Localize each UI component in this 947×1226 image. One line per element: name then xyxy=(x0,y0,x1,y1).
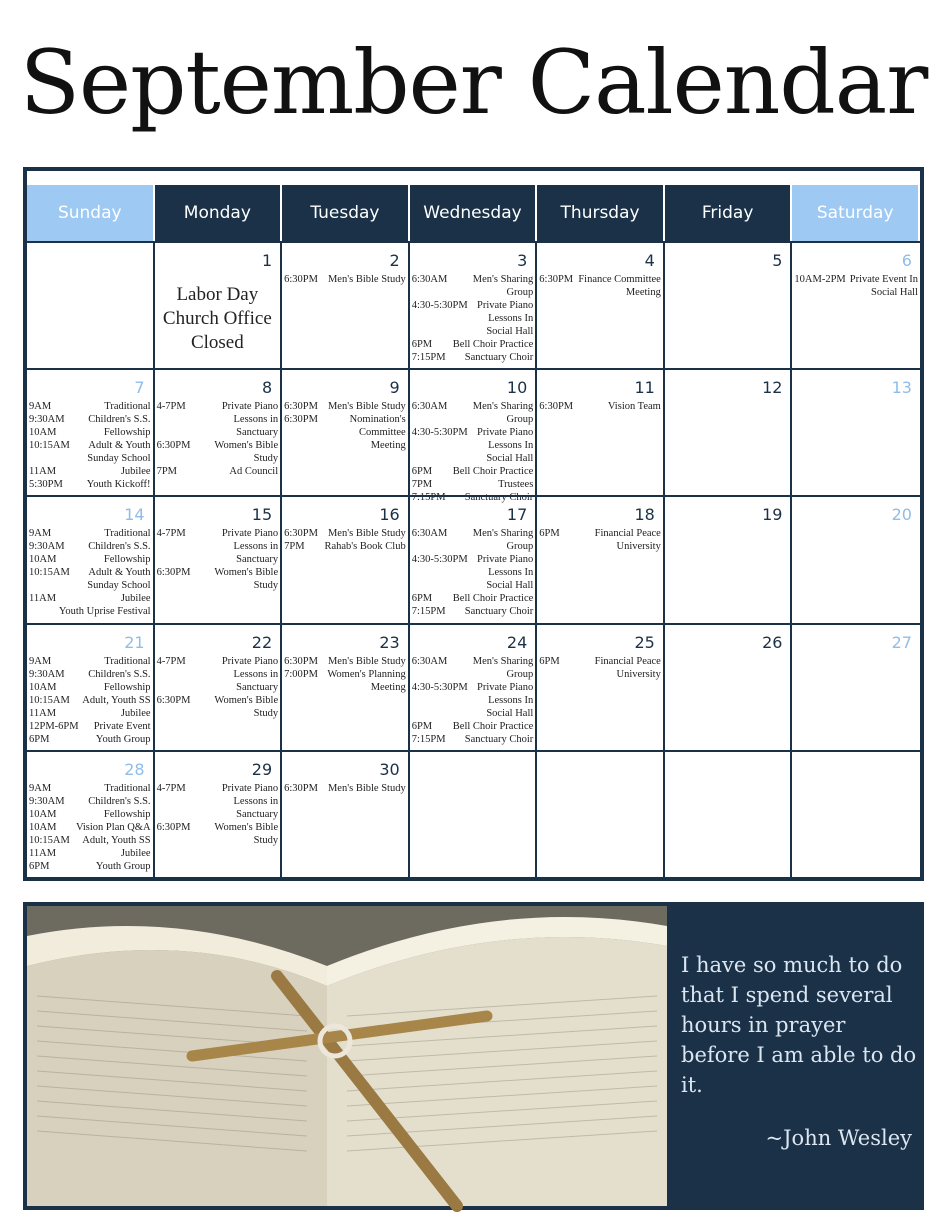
event-item xyxy=(29,668,151,681)
event-time: 6:30PM xyxy=(156,567,191,579)
day-number: 16 xyxy=(379,505,400,525)
event-time: 7:15PM xyxy=(411,606,446,618)
event-time: 6:30PM xyxy=(284,655,318,667)
event-time: 6:30AM xyxy=(411,274,448,285)
event-item xyxy=(29,681,151,694)
event-list xyxy=(29,527,151,618)
event-time: 6:30PM xyxy=(156,440,191,452)
event-description: Jubilee xyxy=(120,847,151,859)
event-description: Youth Kickoff! xyxy=(86,479,151,491)
event-description: Vision Team xyxy=(607,401,661,413)
event-item xyxy=(29,795,151,808)
event-item xyxy=(284,527,406,540)
event-time: 9:30AM xyxy=(29,795,65,807)
event-item xyxy=(157,527,279,566)
event-time: 4-7PM xyxy=(156,655,186,667)
event-item xyxy=(412,273,534,299)
empty-day-cell xyxy=(537,750,665,877)
event-item xyxy=(412,733,534,746)
event-time: 6PM xyxy=(539,655,560,667)
event-item xyxy=(29,782,151,795)
event-item xyxy=(412,465,534,478)
event-time: 6:30AM xyxy=(411,655,448,667)
event-item xyxy=(412,592,534,605)
day-note: Labor Day Church Office Closed xyxy=(162,284,272,353)
event-time: 6PM xyxy=(29,860,50,872)
event-time: 10AM xyxy=(29,554,57,566)
day-number: 22 xyxy=(251,632,273,652)
calendar xyxy=(23,167,924,881)
day-cell-9 xyxy=(282,368,410,495)
event-item xyxy=(412,605,534,618)
event-description: Private Piano Lessons In Social Hall xyxy=(476,681,534,719)
event-item xyxy=(29,592,151,605)
day-number: 19 xyxy=(762,505,783,525)
event-time: 6:30PM xyxy=(284,401,318,413)
event-item xyxy=(29,566,151,592)
event-item xyxy=(157,566,279,592)
event-item xyxy=(29,465,151,478)
event-item xyxy=(29,478,151,491)
event-description: Women's Bible Study xyxy=(214,567,279,592)
event-list xyxy=(157,655,279,720)
event-description: Traditional xyxy=(104,401,151,413)
event-item xyxy=(284,668,406,694)
event-description: Fellowship xyxy=(103,681,151,693)
event-time: 10:15AM xyxy=(29,567,70,579)
event-time: 6PM xyxy=(411,720,433,732)
event-description: Financial Peace University xyxy=(594,528,661,553)
event-description: Men's Sharing Group xyxy=(472,528,534,553)
event-item xyxy=(29,540,151,553)
event-description: Men's Sharing Group xyxy=(472,401,534,426)
event-list xyxy=(284,527,406,553)
event-description: Men's Bible Study xyxy=(327,782,406,794)
event-item xyxy=(29,605,151,618)
event-time: 4:30-5:30PM xyxy=(411,300,468,311)
event-description: Jubilee xyxy=(120,593,151,605)
event-description: Children's S.S. xyxy=(88,668,151,680)
quote-text: I have so much to do that I spend several hours in prayer before I am able to do it. xyxy=(681,953,917,1097)
event-description: Private Piano Lessons In Social Hall xyxy=(476,554,534,592)
weekday-header-monday: Monday xyxy=(155,185,283,241)
day-number: 14 xyxy=(124,505,145,525)
event-item xyxy=(157,400,279,439)
event-description: Traditional xyxy=(104,782,151,794)
day-number: 24 xyxy=(506,632,528,652)
day-cell-10 xyxy=(410,368,538,504)
event-item xyxy=(284,782,406,795)
event-item xyxy=(157,782,279,821)
event-item xyxy=(29,413,151,426)
event-description: Traditional xyxy=(104,528,151,540)
day-cell-23 xyxy=(282,623,410,750)
event-list xyxy=(157,782,279,847)
weekday-header-thursday: Thursday xyxy=(537,185,665,241)
day-number: 18 xyxy=(634,505,655,525)
weekday-header-wednesday: Wednesday xyxy=(410,185,538,241)
event-time: 4-7PM xyxy=(156,528,186,540)
event-item xyxy=(284,400,406,413)
day-number: 6 xyxy=(901,251,912,270)
event-time: 6:30AM xyxy=(411,528,448,540)
event-item xyxy=(539,655,661,681)
page-title: September Calendar xyxy=(19,31,928,134)
day-cell-7 xyxy=(27,368,155,495)
event-list xyxy=(284,400,406,452)
event-description: Adult, Youth SS xyxy=(82,834,151,846)
event-time: 6PM xyxy=(411,466,433,478)
event-description: Sanctuary Choir xyxy=(464,606,534,618)
event-item xyxy=(29,847,151,860)
event-time: 6:30PM xyxy=(284,274,318,285)
event-item xyxy=(157,821,279,847)
event-time: 11AM xyxy=(29,593,57,605)
event-item xyxy=(412,351,534,364)
day-cell-19 xyxy=(665,495,793,622)
event-description: Ad Council xyxy=(229,466,279,478)
event-description: Men's Sharing Group xyxy=(472,655,534,680)
day-number: 30 xyxy=(379,759,400,779)
event-item xyxy=(29,834,151,847)
event-list xyxy=(29,655,151,746)
day-cell-16 xyxy=(282,495,410,622)
event-item xyxy=(29,439,151,465)
event-item xyxy=(157,439,279,465)
event-time: 9AM xyxy=(29,401,52,413)
day-number: 8 xyxy=(261,378,273,398)
weekday-header-friday: Friday xyxy=(665,185,793,241)
event-time: 7:00PM xyxy=(284,668,318,680)
event-time: 7:15PM xyxy=(411,733,446,745)
day-number: 23 xyxy=(379,632,400,652)
quote-author: ~John Wesley xyxy=(765,1126,912,1150)
quote-panel xyxy=(23,902,924,1210)
event-time: 6PM xyxy=(411,593,433,605)
event-description: Finance Committee Meeting xyxy=(578,274,661,298)
event-item xyxy=(29,655,151,668)
event-description: Women's Bible Study xyxy=(214,440,279,465)
event-time: 6:30PM xyxy=(156,694,191,706)
event-time: 7:15PM xyxy=(411,352,446,363)
event-description: Private Piano Lessons in Sanctuary xyxy=(221,401,279,439)
event-description: Adult, Youth SS xyxy=(82,694,151,706)
event-description: Trustees xyxy=(498,479,534,491)
event-description: Financial Peace University xyxy=(594,655,661,680)
event-time: 11AM xyxy=(29,707,57,719)
day-cell-2 xyxy=(282,241,410,368)
event-description: Private Piano Lessons in Sanctuary xyxy=(221,782,279,820)
event-list xyxy=(284,782,406,795)
event-item xyxy=(29,720,151,733)
event-time: 6:30PM xyxy=(156,821,191,833)
event-time: 6:30PM xyxy=(284,414,318,426)
day-cell-25 xyxy=(537,623,665,750)
event-description: Men's Bible Study xyxy=(327,274,406,285)
day-cell-6 xyxy=(792,241,920,368)
day-number: 21 xyxy=(124,632,145,652)
event-time: 10:15AM xyxy=(29,440,70,452)
day-cell-29 xyxy=(155,750,283,877)
event-item xyxy=(539,527,661,553)
day-number: 4 xyxy=(644,251,655,270)
event-description: Men's Bible Study xyxy=(327,401,406,413)
event-description: Jubilee xyxy=(120,466,151,478)
event-time: 9AM xyxy=(29,782,52,794)
day-cell-14 xyxy=(27,495,155,622)
event-time: 6:30PM xyxy=(539,274,574,285)
day-cell-24 xyxy=(410,623,538,750)
event-time: 6PM xyxy=(29,733,50,745)
day-cell-28 xyxy=(27,750,155,877)
day-number: 15 xyxy=(251,505,273,525)
day-cell-12 xyxy=(665,368,793,495)
event-description: Children's S.S. xyxy=(88,414,151,426)
event-time: 9AM xyxy=(29,655,52,667)
event-time: 7PM xyxy=(284,541,305,553)
weekday-header-sunday: Sunday xyxy=(27,185,155,241)
event-list xyxy=(284,273,406,286)
event-time: 5:30PM xyxy=(29,479,63,491)
event-item xyxy=(29,426,151,439)
event-item xyxy=(29,733,151,746)
day-cell-5 xyxy=(665,241,793,368)
event-time: 6PM xyxy=(411,339,433,350)
event-list xyxy=(29,400,151,491)
event-time: 10:15AM xyxy=(29,834,70,846)
empty-day-cell xyxy=(792,750,920,877)
event-time: 6:30PM xyxy=(284,782,318,794)
event-list xyxy=(794,273,918,299)
event-time: 7PM xyxy=(156,466,177,478)
day-number: 17 xyxy=(506,505,528,525)
event-item xyxy=(29,553,151,566)
event-item xyxy=(539,400,661,413)
event-list xyxy=(412,527,534,618)
event-description: Fellowship xyxy=(103,427,151,439)
day-cell-15 xyxy=(155,495,283,622)
day-cell-4 xyxy=(537,241,665,368)
event-list xyxy=(157,527,279,592)
event-item xyxy=(29,707,151,720)
event-time: 7PM xyxy=(411,479,433,491)
empty-day-cell xyxy=(665,750,793,877)
event-time: 10AM xyxy=(29,427,57,439)
event-time: 4:30-5:30PM xyxy=(411,681,468,693)
event-item xyxy=(412,527,534,553)
day-number: 3 xyxy=(517,251,528,270)
event-description: Bell Choir Practice xyxy=(452,339,534,350)
day-number: 7 xyxy=(134,378,145,398)
event-description: Women's Bible Study xyxy=(214,694,279,719)
event-description: Private Piano Lessons In Social Hall xyxy=(476,300,534,337)
event-description: Children's S.S. xyxy=(88,795,151,807)
event-time: 6:30PM xyxy=(284,528,318,540)
event-time: 4-7PM xyxy=(156,401,186,413)
event-time: 11AM xyxy=(29,847,57,859)
event-item xyxy=(29,860,151,873)
event-list xyxy=(412,655,534,746)
event-description: Bell Choir Practice xyxy=(452,593,534,605)
event-item xyxy=(284,273,406,286)
event-description: Nomination's Committee Meeting xyxy=(349,414,406,452)
event-description: Traditional xyxy=(104,655,151,667)
event-description: Women's Bible Study xyxy=(214,821,279,846)
empty-day-cell xyxy=(410,750,538,877)
event-list xyxy=(412,400,534,504)
day-number: 12 xyxy=(762,378,783,398)
event-item xyxy=(412,681,534,720)
event-description: Women's Planning Meeting xyxy=(327,668,406,693)
event-time: 10AM xyxy=(29,821,57,833)
day-number: 27 xyxy=(891,632,912,652)
day-number: 13 xyxy=(891,378,912,398)
event-description: Private Piano Lessons In Social Hall xyxy=(476,427,534,465)
event-description: Private Event xyxy=(93,720,151,732)
event-description: Children's S.S. xyxy=(88,541,151,553)
event-item xyxy=(29,821,151,834)
event-item xyxy=(29,808,151,821)
event-item xyxy=(412,400,534,426)
event-item xyxy=(412,655,534,681)
event-item xyxy=(412,299,534,338)
day-number: 10 xyxy=(506,378,528,398)
day-number: 5 xyxy=(772,251,783,270)
event-description: Private Piano Lessons in Sanctuary xyxy=(221,655,279,693)
day-number: 25 xyxy=(634,632,655,652)
event-list xyxy=(412,273,534,364)
event-description: Rahab's Book Club xyxy=(324,541,406,553)
event-time: 10AM xyxy=(29,808,57,820)
event-item xyxy=(29,527,151,540)
event-description: Fellowship xyxy=(103,554,151,566)
day-number: 2 xyxy=(389,251,400,270)
day-number: 9 xyxy=(389,378,400,398)
event-description: Private Event In Social Hall xyxy=(849,274,918,298)
day-cell-13 xyxy=(792,368,920,495)
day-cell-18 xyxy=(537,495,665,622)
event-item xyxy=(412,553,534,592)
event-item xyxy=(284,655,406,668)
event-time: 9AM xyxy=(29,528,52,540)
bible-cross-photo xyxy=(27,906,667,1206)
event-item xyxy=(539,273,661,299)
day-cell-20 xyxy=(792,495,920,622)
event-item xyxy=(157,465,279,478)
event-description: Private Piano Lessons in Sanctuary xyxy=(221,528,279,566)
day-cell-26 xyxy=(665,623,793,750)
event-description: Bell Choir Practice xyxy=(452,720,534,732)
event-list xyxy=(157,400,279,478)
day-cell-3 xyxy=(410,241,538,368)
event-time: 4:30-5:30PM xyxy=(411,427,468,439)
day-cell-8 xyxy=(155,368,283,495)
event-item xyxy=(157,694,279,720)
event-item xyxy=(284,540,406,553)
event-time: 6:30PM xyxy=(539,401,574,413)
event-time: 11AM xyxy=(29,466,57,478)
event-description: Vision Plan Q&A xyxy=(75,821,151,833)
event-description: Sanctuary Choir xyxy=(464,733,534,745)
event-description: Jubilee xyxy=(120,707,151,719)
event-item xyxy=(412,426,534,465)
day-cell-11 xyxy=(537,368,665,495)
event-list xyxy=(539,400,661,413)
weekday-header-tuesday: Tuesday xyxy=(282,185,410,241)
day-number: 11 xyxy=(634,378,655,398)
day-cell-30 xyxy=(282,750,410,877)
event-time: 9:30AM xyxy=(29,414,65,426)
empty-day-cell xyxy=(27,241,155,368)
event-description: Fellowship xyxy=(103,808,151,820)
event-time: 4:30-5:30PM xyxy=(411,554,468,566)
event-description: Youth Group xyxy=(95,733,151,745)
day-cell-1 xyxy=(155,241,283,368)
event-description: Youth Uprise Festival xyxy=(58,606,151,618)
event-time: 6PM xyxy=(539,528,560,540)
event-description: Men's Sharing Group xyxy=(472,274,534,298)
day-number: 29 xyxy=(251,759,273,779)
event-time: 7:15PM xyxy=(411,492,446,504)
event-description: Sanctuary Choir xyxy=(464,352,534,363)
day-number: 20 xyxy=(891,505,912,525)
event-description: Sanctuary Choir xyxy=(464,492,534,504)
day-cell-27 xyxy=(792,623,920,750)
event-time: 6:30AM xyxy=(411,401,448,413)
event-item xyxy=(412,478,534,491)
event-item xyxy=(284,413,406,452)
event-time: 9:30AM xyxy=(29,541,65,553)
event-description: Adult & Youth Sunday School xyxy=(87,567,151,592)
weekday-header-saturday: Saturday xyxy=(792,185,920,241)
event-item xyxy=(29,694,151,707)
day-cell-21 xyxy=(27,623,155,750)
day-number: 1 xyxy=(261,251,273,270)
event-time: 9:30AM xyxy=(29,668,65,680)
event-description: Men's Bible Study xyxy=(327,655,406,667)
event-item xyxy=(157,655,279,694)
day-cell-22 xyxy=(155,623,283,750)
event-item xyxy=(412,338,534,351)
event-time: 4-7PM xyxy=(156,782,186,794)
event-list xyxy=(284,655,406,694)
event-time: 10AM xyxy=(29,681,57,693)
event-item xyxy=(412,720,534,733)
event-time: 12PM-6PM xyxy=(29,720,79,732)
day-cell-17 xyxy=(410,495,538,622)
event-description: Youth Group xyxy=(95,860,151,872)
event-time: 10AM-2PM xyxy=(794,274,846,285)
event-description: Men's Bible Study xyxy=(327,528,406,540)
event-list xyxy=(29,782,151,873)
calendar-grid xyxy=(27,185,920,877)
event-time: 10:15AM xyxy=(29,694,70,706)
event-list xyxy=(539,527,661,553)
event-list xyxy=(539,273,661,299)
event-description: Bell Choir Practice xyxy=(452,466,534,478)
event-description: Adult & Youth Sunday School xyxy=(87,440,151,465)
event-item xyxy=(29,400,151,413)
day-number: 26 xyxy=(762,632,783,652)
event-list xyxy=(539,655,661,681)
event-item xyxy=(794,273,918,299)
day-number: 28 xyxy=(124,759,145,779)
